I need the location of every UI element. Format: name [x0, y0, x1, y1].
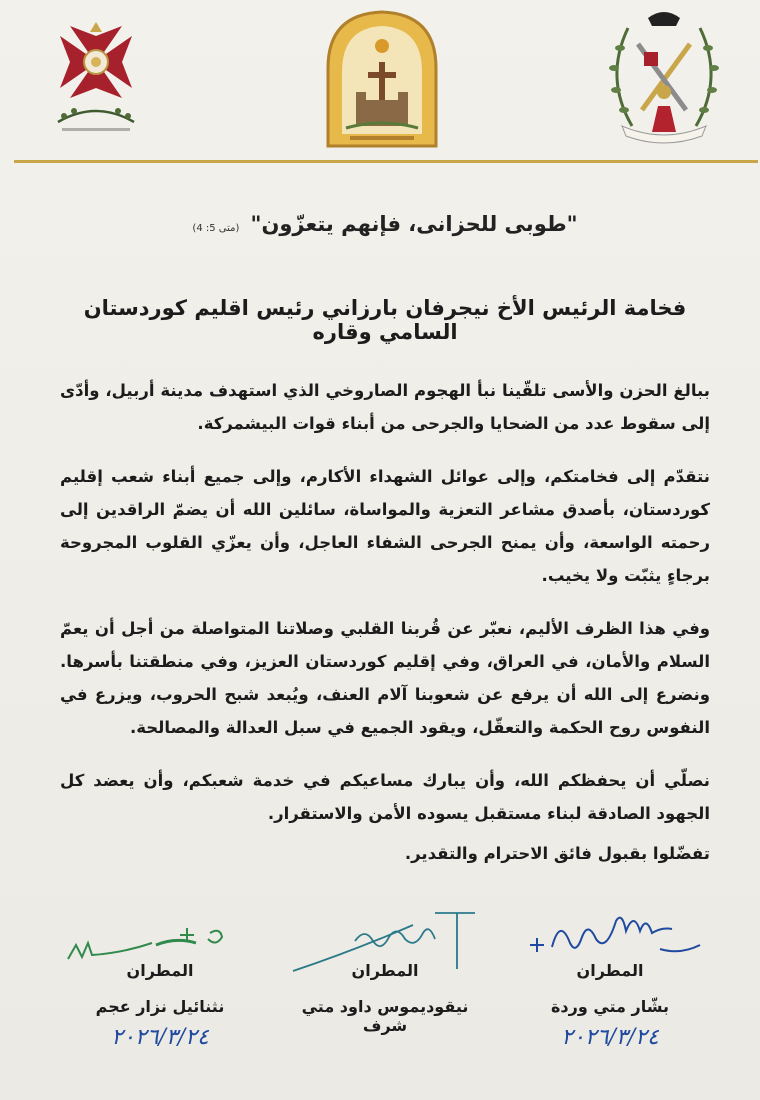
- wreath-keys-crest-icon: [598, 8, 730, 148]
- signatory-title: المطران: [576, 961, 644, 980]
- signature-date: ٢٠٢٦/٣/٢٤: [561, 1025, 659, 1050]
- signatory-1: [510, 905, 710, 1065]
- paragraph-3: وفي هذا الظرف الأليم، نعبّر عن قُربنا القلبي وصلاتنا المتواصلة من أجل أن يعمّ السلام والأمان، في العراق، وفي إقليم كوردستان العزيز، وفي منطقتنا بأسرها. ونضرع إلى الله أن يرفع عن شعوبنا آلام العنف، ويُبعد شبح الحروب، ويزرع في النفوس روح الحكمة والتعقّل، ويقود الجميع في سبل العدالة والمصالحة.: [60, 619, 710, 737]
- signatory-title: المطران: [351, 961, 419, 980]
- paragraph-1: ببالغ الحزن والأسى تلقّينا نبأ الهجوم الصاروخي الذي استهدف مدينة أربيل، وأدّى إلى سقوط عدد من الضحايا والجرحى من أبناء قوات البيشمركة.: [60, 381, 710, 433]
- verse-reference: (متى 5: 4): [192, 223, 240, 234]
- church-cross-emblem-icon: [320, 8, 444, 154]
- signature-date: ٢٠٢٦/٣/٢٤: [111, 1025, 209, 1050]
- signatory-name: نثنائيل نزار عجم: [95, 997, 225, 1016]
- paragraph-2: نتقدّم إلى فخامتكم، وإلى عوائل الشهداء الأكارم، وإلى جميع أبناء شعب إقليم كوردستان، بأصدق مشاعر التعزية والمواساة، سائلين الله أن يضمّ الراقدين إلى رحمته الواسعة، وأن يمنح الجرحى الشفاء العاجل، وأن يعزّي القلوب المجروحة برجاءٍ يثبّت ولا يخيب.: [60, 467, 710, 585]
- letterhead-gold-rule: [14, 160, 758, 163]
- paragraph-4: نصلّي أن يحفظكم الله، وأن يبارك مساعيكم في خدمة شعبكم، وأن يعضد كل الجهود الصادقة لبناء مستقبل يسوده الأمن والاستقرار.: [60, 771, 710, 823]
- signature-block: [60, 905, 710, 1065]
- signatory-2: [285, 905, 485, 1065]
- signatory-3: [60, 905, 260, 1065]
- addressee-line: فخامة الرئيس الأخ نيجرفان بارزاني رئيس اقليم كوردستان السامي وقاره: [83, 296, 687, 344]
- verse-quote: "طوبى للحزانى، فإنهم يتعزّون": [250, 212, 578, 236]
- verse-line: [60, 212, 710, 236]
- signatory-title: المطران: [126, 961, 194, 980]
- letterhead: [0, 0, 760, 170]
- closing-line: تفضّلوا بقبول فائق الاحترام والتقدير.: [404, 844, 710, 863]
- signatory-name: نيقوديموس داود متي شرف: [301, 997, 469, 1035]
- maltese-cross-crest-icon: [40, 10, 152, 138]
- signatory-name: بشّار متي وردة: [550, 997, 670, 1016]
- letter-paragraphs: [60, 374, 710, 850]
